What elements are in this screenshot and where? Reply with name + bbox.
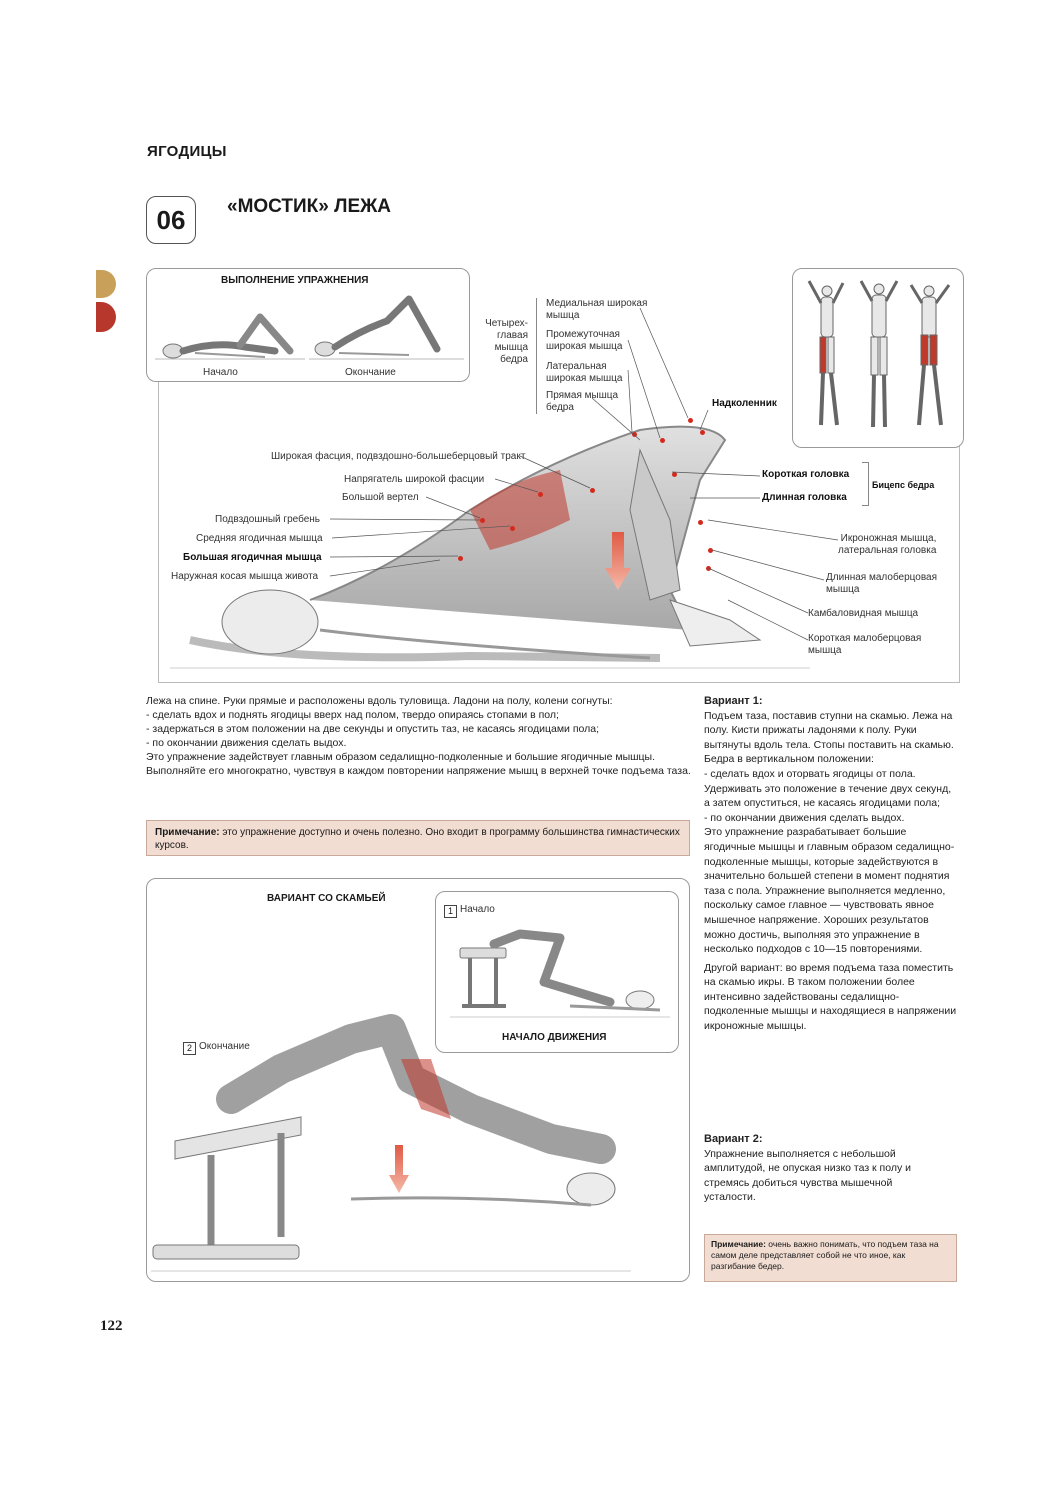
label-fascia: Широкая фасция, подвздошно-большеберцовый тракт: [271, 451, 526, 462]
instruction-step: - по окончании движения сделать выдох.: [146, 737, 347, 749]
execution-heading: ВЫПОЛНЕНИЕ УПРАЖНЕНИЯ: [221, 275, 369, 286]
step2-badge: 2: [183, 1042, 196, 1055]
instruction-repeat: Выполняйте его многократно, чувствуя в каждом повторении напряжение мышц в верхней точке подъема таза.: [146, 765, 691, 777]
note2-label: Примечание:: [711, 1239, 766, 1249]
end-bench-figure: [151, 999, 631, 1275]
label-trochanter: Большой вертел: [342, 492, 419, 503]
variant1-intro: Подъем таза, поставив ступни на скамью. Лежа на полу. Кисти прижаты ладонями к полу. Руки вытянуты вдоль тела. Стопы поставить на скамью. Бедра в вертикальном положении:: [704, 709, 954, 766]
label-long-head: Длинная головка: [762, 492, 847, 503]
label-tensor: Напрягатель широкой фасции: [344, 474, 485, 485]
label-gluteus-maximus: Большая ягодичная мышца: [183, 552, 322, 563]
label-peroneus-longus: Длинная малоберцовая мышца: [826, 572, 938, 595]
note2-text: очень важно понимать, что подъем таза на самом деле представляет собой не что иное, как разгибание бедер.: [711, 1239, 939, 1271]
variant1-step: - по окончании движения сделать выдох.: [704, 811, 905, 824]
main-description: [146, 694, 691, 778]
label-vastus-medialis: Медиальная широкая мышца: [546, 298, 648, 321]
label-iliac-crest: Подвздошный гребень: [215, 514, 320, 525]
variant2-heading: Вариант 2:: [704, 1133, 763, 1145]
variant1-step: - сделать вдох и оторвать ягодицы от пола. Удерживать это положение в течение двух секунд, а затем опуститься, не касаясь ягодицами пола;: [704, 767, 952, 810]
instruction-step: - задержаться в этом положении на две секунды и опустить таз, не касаясь ягодицами пола;: [146, 723, 600, 735]
label-soleus: Камбаловидная мышца: [808, 608, 919, 619]
instruction-step: - сделать вдох и поднять ягодицы вверх над полом, твердо опираясь стопами в пол;: [146, 709, 559, 721]
label-kneecap: Надколенник: [712, 398, 777, 409]
note-box-2: [704, 1234, 957, 1282]
section-title: ЯГОДИЦЫ: [147, 143, 227, 160]
label-gluteus-medius: Средняя ягодичная мышца: [196, 533, 323, 544]
exercise-title: «МОСТИК» ЛЕЖА: [227, 196, 392, 217]
note-label: Примечание:: [155, 827, 220, 838]
step1-badge: 1: [444, 905, 457, 918]
exercise-number: 06: [146, 196, 196, 244]
label-gastrocnemius: Икроножная мышца, латеральная головка: [838, 533, 937, 556]
step1-label: Начало: [460, 904, 495, 915]
variant1-alternative: Другой вариант: во время подъема таза поместить на скамью икры. В таком положении более интенсивно задействованы седалищно-подколенные мышцы и находящиеся в напряжении икроножные мышцы.: [704, 961, 957, 1033]
instruction-focus: Это упражнение задействует главным образом седалищно-подколенные и большие ягодичные мышцы.: [146, 751, 656, 763]
instruction-intro: Лежа на спине. Руки прямые и расположены вдоль туловища. Ладони на полу, колени согнуты:: [146, 695, 613, 707]
start-movement-caption: НАЧАЛО ДВИЖЕНИЯ: [502, 1032, 607, 1043]
biceps-bracket: [862, 462, 869, 506]
end-caption: Окончание: [345, 367, 396, 378]
label-quad-group: Четырех- главая мышца бедра: [485, 318, 528, 365]
label-oblique: Наружная косая мышца живота: [171, 571, 319, 582]
variant2-text: Упражнение выполняется с небольшой амплитудой, не опуская низко таз к полу и стремясь добиться чувства мышечной усталости.: [704, 1147, 912, 1204]
label-rectus-femoris: Прямая мышца бедра: [546, 390, 619, 413]
label-short-head: Короткая головка: [762, 469, 850, 480]
bench-variant-box: [146, 878, 690, 1282]
label-vastus-lateralis: Латеральная широкая мышца: [546, 361, 623, 384]
variant1-explanation: Это упражнение разрабатывает большие ягодичные мышцы и главным образом седалищно-подколенные мышцы, которые задействуются в значительно большей степени в момент поднятия таза с пола. Упражнение выполняется медленно, поскольку самое главное — чувствовать явное мышечное напряжение. Хороших результатов можно достичь, выполняя это упражнение в несколько подходов с 10—15 повторениями.: [704, 826, 955, 956]
label-peroneus-brevis: Короткая малоберцовая мышца: [808, 633, 922, 656]
label-biceps: Бицепс бедра: [872, 480, 935, 490]
bench-heading: ВАРИАНТ СО СКАМЬЕЙ: [267, 893, 386, 904]
variant1-section: [704, 694, 958, 1034]
step2-label: Окончание: [199, 1041, 250, 1052]
variant2-section: [704, 1132, 944, 1205]
label-vastus-intermedius: Промежуточная широкая мышца: [546, 329, 623, 352]
start-caption: Начало: [203, 367, 238, 378]
page-number: 122: [100, 1318, 123, 1334]
note-box: [146, 820, 690, 856]
note-text: это упражнение доступно и очень полезно. Оно входит в программу большинства гимнастических курсов.: [155, 827, 680, 851]
variant1-heading: Вариант 1:: [704, 695, 763, 707]
